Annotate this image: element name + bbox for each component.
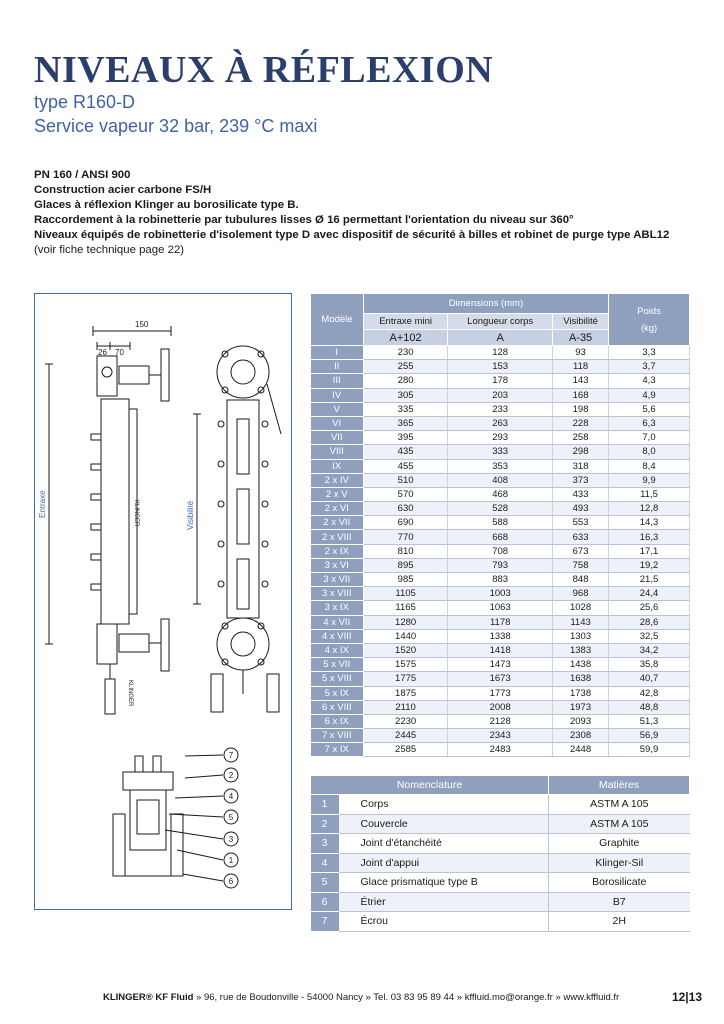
spec-valves: Niveaux équipés de robinetterie d'isolement type D avec dispositif de sécurité à billes et robinet de purge type ABL12 [34, 229, 670, 241]
cell-poids: 6,3 [609, 416, 690, 430]
callout-5: 5 [228, 813, 234, 822]
code-longueur: A [448, 330, 553, 346]
cell-poids: 51,3 [609, 714, 690, 728]
cell-item-number: 7 [311, 912, 339, 932]
cell-longueur: 153 [448, 360, 553, 374]
cell-poids: 40,7 [609, 672, 690, 686]
cell-part-name: Écrou [339, 912, 549, 932]
cell-poids: 4,3 [609, 374, 690, 388]
table-row [311, 834, 690, 854]
table-row [311, 445, 690, 459]
cell-visibilite: 433 [553, 487, 609, 501]
cell-visibilite: 1028 [553, 601, 609, 615]
cell-visibilite: 848 [553, 573, 609, 587]
cell-longueur: 2128 [448, 714, 553, 728]
callout-1: 1 [228, 856, 234, 865]
table-row [311, 912, 690, 932]
callout-2: 2 [228, 771, 234, 780]
cell-model: 6 x IX [311, 714, 364, 728]
table-row [311, 459, 690, 473]
col-poids [609, 294, 690, 346]
cell-model: II [311, 360, 364, 374]
cell-visibilite: 968 [553, 587, 609, 601]
cell-entraxe: 255 [364, 360, 448, 374]
footer-contact: » 96, rue de Boudonville - 54000 Nancy » Tel. 03 83 95 89 44 » kffluid.mo@orange.fr » www.kffluid.fr [193, 992, 620, 1003]
cell-visibilite: 228 [553, 416, 609, 430]
col-model: Modèle [311, 294, 364, 346]
cell-poids: 8,4 [609, 459, 690, 473]
cell-visibilite: 2093 [553, 714, 609, 728]
table-row [311, 853, 690, 873]
cell-entraxe: 810 [364, 544, 448, 558]
cell-poids: 4,9 [609, 388, 690, 402]
cell-poids: 35,8 [609, 658, 690, 672]
cell-model: 2 x VI [311, 502, 364, 516]
footer-brand: KLINGER® KF Fluid [103, 992, 194, 1003]
cell-entraxe: 280 [364, 374, 448, 388]
cell-model: I [311, 346, 364, 360]
cell-model: VI [311, 416, 364, 430]
callout-leaders [165, 755, 223, 881]
cell-visibilite: 633 [553, 530, 609, 544]
cell-visibilite: 373 [553, 473, 609, 487]
cell-poids: 7,0 [609, 431, 690, 445]
cell-model: 6 x VIII [311, 700, 364, 714]
table-row [311, 643, 690, 657]
table-row [311, 544, 690, 558]
table-row [311, 795, 690, 815]
cell-visibilite: 2308 [553, 729, 609, 743]
table-row [311, 360, 690, 374]
cell-entraxe: 1280 [364, 615, 448, 629]
cell-entraxe: 570 [364, 487, 448, 501]
code-entraxe: A+102 [364, 330, 448, 346]
cell-part-name: Joint d'appui [339, 853, 549, 873]
cell-longueur: 2483 [448, 743, 553, 757]
table-row [311, 658, 690, 672]
cell-part-name: Couvercle [339, 814, 549, 834]
cell-model: 3 x VIII [311, 587, 364, 601]
cell-longueur: 1003 [448, 587, 553, 601]
cell-entraxe: 985 [364, 573, 448, 587]
table-row [311, 729, 690, 743]
cell-model: 3 x VII [311, 573, 364, 587]
table-row [311, 558, 690, 572]
cell-model: 2 x IX [311, 544, 364, 558]
cell-model: 5 x VIII [311, 672, 364, 686]
cell-visibilite: 1303 [553, 629, 609, 643]
cell-model: 7 x IX [311, 743, 364, 757]
cell-longueur: 233 [448, 402, 553, 416]
table-row [311, 573, 690, 587]
cell-visibilite: 198 [553, 402, 609, 416]
cell-longueur: 1063 [448, 601, 553, 615]
cell-model: III [311, 374, 364, 388]
cell-model: 5 x IX [311, 686, 364, 700]
cell-model: 2 x V [311, 487, 364, 501]
spec-list [34, 168, 704, 258]
cell-model: 3 x IX [311, 601, 364, 615]
cell-entraxe: 305 [364, 388, 448, 402]
cell-entraxe: 895 [364, 558, 448, 572]
table-row [311, 615, 690, 629]
cell-entraxe: 335 [364, 402, 448, 416]
cell-visibilite: 553 [553, 516, 609, 530]
cell-item-number: 3 [311, 834, 339, 854]
cell-longueur: 588 [448, 516, 553, 530]
type-subtitle: type R160-D [34, 92, 136, 112]
cell-visibilite: 93 [553, 346, 609, 360]
table-row [311, 873, 690, 893]
cell-material: ASTM A 105 [549, 814, 690, 834]
label-visibilite: Visibilité [186, 500, 195, 530]
cell-poids: 17,1 [609, 544, 690, 558]
table-row [311, 530, 690, 544]
table-row [311, 346, 690, 360]
cell-entraxe: 770 [364, 530, 448, 544]
cell-poids: 3,7 [609, 360, 690, 374]
cell-material: Graphite [549, 834, 690, 854]
cell-model: 5 x VII [311, 658, 364, 672]
label-entraxe: Entraxe [38, 490, 47, 518]
cell-part-name: Étrier [339, 892, 549, 912]
table-row [311, 487, 690, 501]
cell-model: 4 x VII [311, 615, 364, 629]
cell-model: V [311, 402, 364, 416]
table-row [311, 473, 690, 487]
table-row [311, 388, 690, 402]
cell-item-number: 1 [311, 795, 339, 815]
cell-longueur: 408 [448, 473, 553, 487]
table-row [311, 672, 690, 686]
table-row [311, 629, 690, 643]
cell-poids: 11,5 [609, 487, 690, 501]
cell-part-name: Glace prismatique type B [339, 873, 549, 893]
callout-4: 4 [228, 792, 234, 801]
cell-poids: 3,3 [609, 346, 690, 360]
cell-longueur: 528 [448, 502, 553, 516]
cell-poids: 59,9 [609, 743, 690, 757]
cell-entraxe: 395 [364, 431, 448, 445]
table-row [311, 700, 690, 714]
cell-visibilite: 1438 [553, 658, 609, 672]
spec-construction: Construction acier carbone FS/H [34, 184, 212, 196]
cell-entraxe: 455 [364, 459, 448, 473]
cell-poids: 42,8 [609, 686, 690, 700]
cell-longueur: 1773 [448, 686, 553, 700]
bolt-row-right [218, 421, 268, 587]
cell-entraxe: 630 [364, 502, 448, 516]
spec-connection: Raccordement à la robinetterie par tubulures lisses Ø 16 permettant l'orientation du niveau sur 360° [34, 214, 574, 226]
cell-longueur: 293 [448, 431, 553, 445]
table-row [311, 516, 690, 530]
cell-longueur: 203 [448, 388, 553, 402]
callout-6: 6 [228, 877, 234, 886]
cell-material: Borosilicate [549, 873, 690, 893]
cell-poids: 16,3 [609, 530, 690, 544]
table-row [311, 416, 690, 430]
cell-model: IX [311, 459, 364, 473]
table-row [311, 587, 690, 601]
cell-visibilite: 1383 [553, 643, 609, 657]
spec-note: (voir fiche technique page 22) [34, 244, 185, 256]
callout-3: 3 [228, 835, 234, 844]
cell-visibilite: 1638 [553, 672, 609, 686]
cell-entraxe: 2110 [364, 700, 448, 714]
cell-poids: 14,3 [609, 516, 690, 530]
cell-entraxe: 1165 [364, 601, 448, 615]
dimensions-table-body [311, 346, 690, 757]
cell-part-name: Corps [339, 795, 549, 815]
nomenclature-table-body [311, 795, 690, 932]
cell-material: Klinger-Sil [549, 853, 690, 873]
cell-item-number: 5 [311, 873, 339, 893]
cell-longueur: 2008 [448, 700, 553, 714]
cell-model: 2 x VII [311, 516, 364, 530]
cell-material: 2H [549, 912, 690, 932]
cell-model: VII [311, 431, 364, 445]
table-row [311, 601, 690, 615]
cell-model: 4 x IX [311, 643, 364, 657]
code-visibilite: A-35 [553, 330, 609, 346]
cell-model: VIII [311, 445, 364, 459]
bolt-row-left [91, 434, 101, 590]
callout-7: 7 [228, 751, 234, 760]
footer-address [103, 992, 619, 1003]
cell-entraxe: 2445 [364, 729, 448, 743]
cell-longueur: 263 [448, 416, 553, 430]
cell-poids: 21,5 [609, 573, 690, 587]
cell-visibilite: 298 [553, 445, 609, 459]
cell-visibilite: 493 [553, 502, 609, 516]
cell-material: B7 [549, 892, 690, 912]
cell-model: 7 x VIII [311, 729, 364, 743]
cell-model: 2 x VIII [311, 530, 364, 544]
page-number: 12|13 [671, 990, 702, 1004]
col-group-dimensions: Dimensions (mm) [364, 294, 609, 314]
cell-longueur: 468 [448, 487, 553, 501]
service-subtitle: Service vapeur 32 bar, 239 °C maxi [34, 116, 318, 136]
cell-visibilite: 673 [553, 544, 609, 558]
cell-longueur: 178 [448, 374, 553, 388]
cell-poids: 19,2 [609, 558, 690, 572]
table-row [311, 714, 690, 728]
technical-drawing [34, 293, 292, 910]
table-row [311, 402, 690, 416]
table-row [311, 892, 690, 912]
page-title: NIVEAUX À RÉFLEXION [34, 49, 494, 91]
table-row [311, 814, 690, 834]
nomenclature-table [310, 775, 690, 932]
cell-visibilite: 2448 [553, 743, 609, 757]
cell-longueur: 1418 [448, 643, 553, 657]
cell-visibilite: 118 [553, 360, 609, 374]
dim-150: 150 [135, 320, 149, 329]
drawing-svg [35, 294, 293, 911]
cell-entraxe: 1520 [364, 643, 448, 657]
cell-item-number: 6 [311, 892, 339, 912]
cell-longueur: 333 [448, 445, 553, 459]
cell-longueur: 1473 [448, 658, 553, 672]
cell-entraxe: 510 [364, 473, 448, 487]
cell-longueur: 353 [448, 459, 553, 473]
cell-longueur: 128 [448, 346, 553, 360]
cell-visibilite: 1143 [553, 615, 609, 629]
cell-entraxe: 230 [364, 346, 448, 360]
brand-mark-lower: KLINGER [127, 680, 133, 707]
cell-visibilite: 758 [553, 558, 609, 572]
cell-longueur: 668 [448, 530, 553, 544]
cell-entraxe: 2585 [364, 743, 448, 757]
table-row [311, 431, 690, 445]
cell-poids: 32,5 [609, 629, 690, 643]
cell-longueur: 1338 [448, 629, 553, 643]
col-nomenclature: Nomenclature [311, 776, 549, 795]
col-longueur: Longueur corps [448, 314, 553, 330]
cell-poids: 56,9 [609, 729, 690, 743]
cell-poids: 34,2 [609, 643, 690, 657]
cell-poids: 25,6 [609, 601, 690, 615]
cell-material: ASTM A 105 [549, 795, 690, 815]
cell-model: 3 x VI [311, 558, 364, 572]
cell-visibilite: 258 [553, 431, 609, 445]
cell-poids: 9,9 [609, 473, 690, 487]
cell-entraxe: 690 [364, 516, 448, 530]
cell-entraxe: 1440 [364, 629, 448, 643]
dim-26: 26 [98, 348, 107, 357]
spec-glass: Glaces à réflexion Klinger au borosilicate type B. [34, 199, 299, 211]
col-entraxe: Entraxe mini [364, 314, 448, 330]
cell-longueur: 708 [448, 544, 553, 558]
cell-poids: 48,8 [609, 700, 690, 714]
cell-longueur: 1178 [448, 615, 553, 629]
cell-model: IV [311, 388, 364, 402]
cell-poids: 8,0 [609, 445, 690, 459]
cell-visibilite: 143 [553, 374, 609, 388]
cell-entraxe: 365 [364, 416, 448, 430]
cell-entraxe: 1575 [364, 658, 448, 672]
spec-pressure: PN 160 / ANSI 900 [34, 169, 131, 181]
cell-entraxe: 1875 [364, 686, 448, 700]
dimensions-table [310, 293, 690, 757]
cell-model: 4 x VIII [311, 629, 364, 643]
cell-part-name: Joint d'étanchéité [339, 834, 549, 854]
cell-longueur: 793 [448, 558, 553, 572]
table-row [311, 743, 690, 757]
cell-poids: 12,8 [609, 502, 690, 516]
col-poids-unit: (kg) [640, 322, 658, 334]
table-row [311, 374, 690, 388]
cell-poids: 5,6 [609, 402, 690, 416]
cell-visibilite: 318 [553, 459, 609, 473]
cell-item-number: 2 [311, 814, 339, 834]
cell-item-number: 4 [311, 853, 339, 873]
brand-mark-upper: KLINGER [133, 500, 139, 527]
cell-entraxe: 2230 [364, 714, 448, 728]
cell-entraxe: 1105 [364, 587, 448, 601]
dim-70: 70 [115, 348, 124, 357]
table-row [311, 686, 690, 700]
table-row [311, 502, 690, 516]
cell-model: 2 x IV [311, 473, 364, 487]
cell-visibilite: 1738 [553, 686, 609, 700]
col-visibilite: Visibilité [553, 314, 609, 330]
cell-entraxe: 435 [364, 445, 448, 459]
col-poids-label: Poids [637, 305, 661, 317]
cell-poids: 28,6 [609, 615, 690, 629]
cell-poids: 24,4 [609, 587, 690, 601]
cell-longueur: 883 [448, 573, 553, 587]
cell-visibilite: 168 [553, 388, 609, 402]
cell-longueur: 2343 [448, 729, 553, 743]
cell-visibilite: 1973 [553, 700, 609, 714]
col-matieres: Matières [549, 776, 690, 795]
cell-entraxe: 1775 [364, 672, 448, 686]
cell-longueur: 1673 [448, 672, 553, 686]
